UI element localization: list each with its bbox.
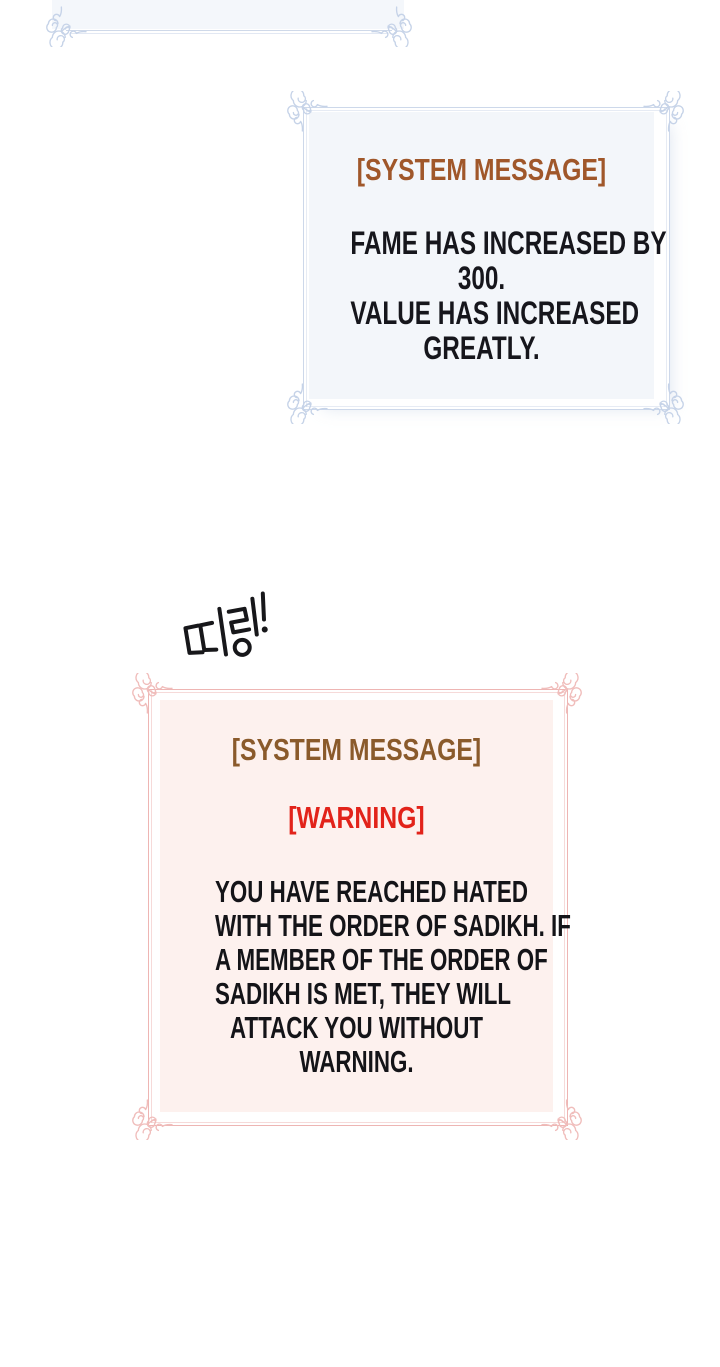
message-line: FAME HAS INCREASED BY [350,225,667,261]
corner-flourish-icon [132,1092,180,1140]
corner-flourish-icon [46,0,94,47]
message-line: YOU HAVE REACHED HATED [215,874,528,909]
system-message-header: [SYSTEM MESSAGE] [231,732,482,767]
system-message-box-fame [284,84,688,428]
message-line: A MEMBER OF THE ORDER OF [215,942,548,977]
message-content [309,112,667,366]
corner-flourish-icon [534,1092,582,1140]
message-body [215,874,571,1079]
message-line: GREATLY. [423,330,540,366]
message-line: ATTACK YOU WITHOUT [230,1010,483,1045]
message-line: SADIKH IS MET, THEY WILL [215,976,511,1011]
message-line: VALUE HAS INCREASED [350,295,640,331]
message-content [160,700,571,1079]
corner-flourish-icon [636,376,684,424]
corner-flourish-icon [364,0,412,47]
system-message-header: [SYSTEM MESSAGE] [356,152,607,187]
message-line: 300. [457,260,506,296]
partial-system-frame-top [0,0,470,62]
message-line: WITH THE ORDER OF SADIKH. IF [215,908,571,943]
message-line: WARNING. [299,1044,414,1079]
partial-frame-fill [52,0,404,29]
corner-flourish-icon [287,376,335,424]
sfx-ding [174,586,283,674]
partial-frame-border-inner [70,33,388,34]
system-message-box-warning [118,666,596,1158]
warning-label: [WARNING] [288,800,425,835]
message-body [350,225,667,366]
partial-frame-border [66,30,392,31]
